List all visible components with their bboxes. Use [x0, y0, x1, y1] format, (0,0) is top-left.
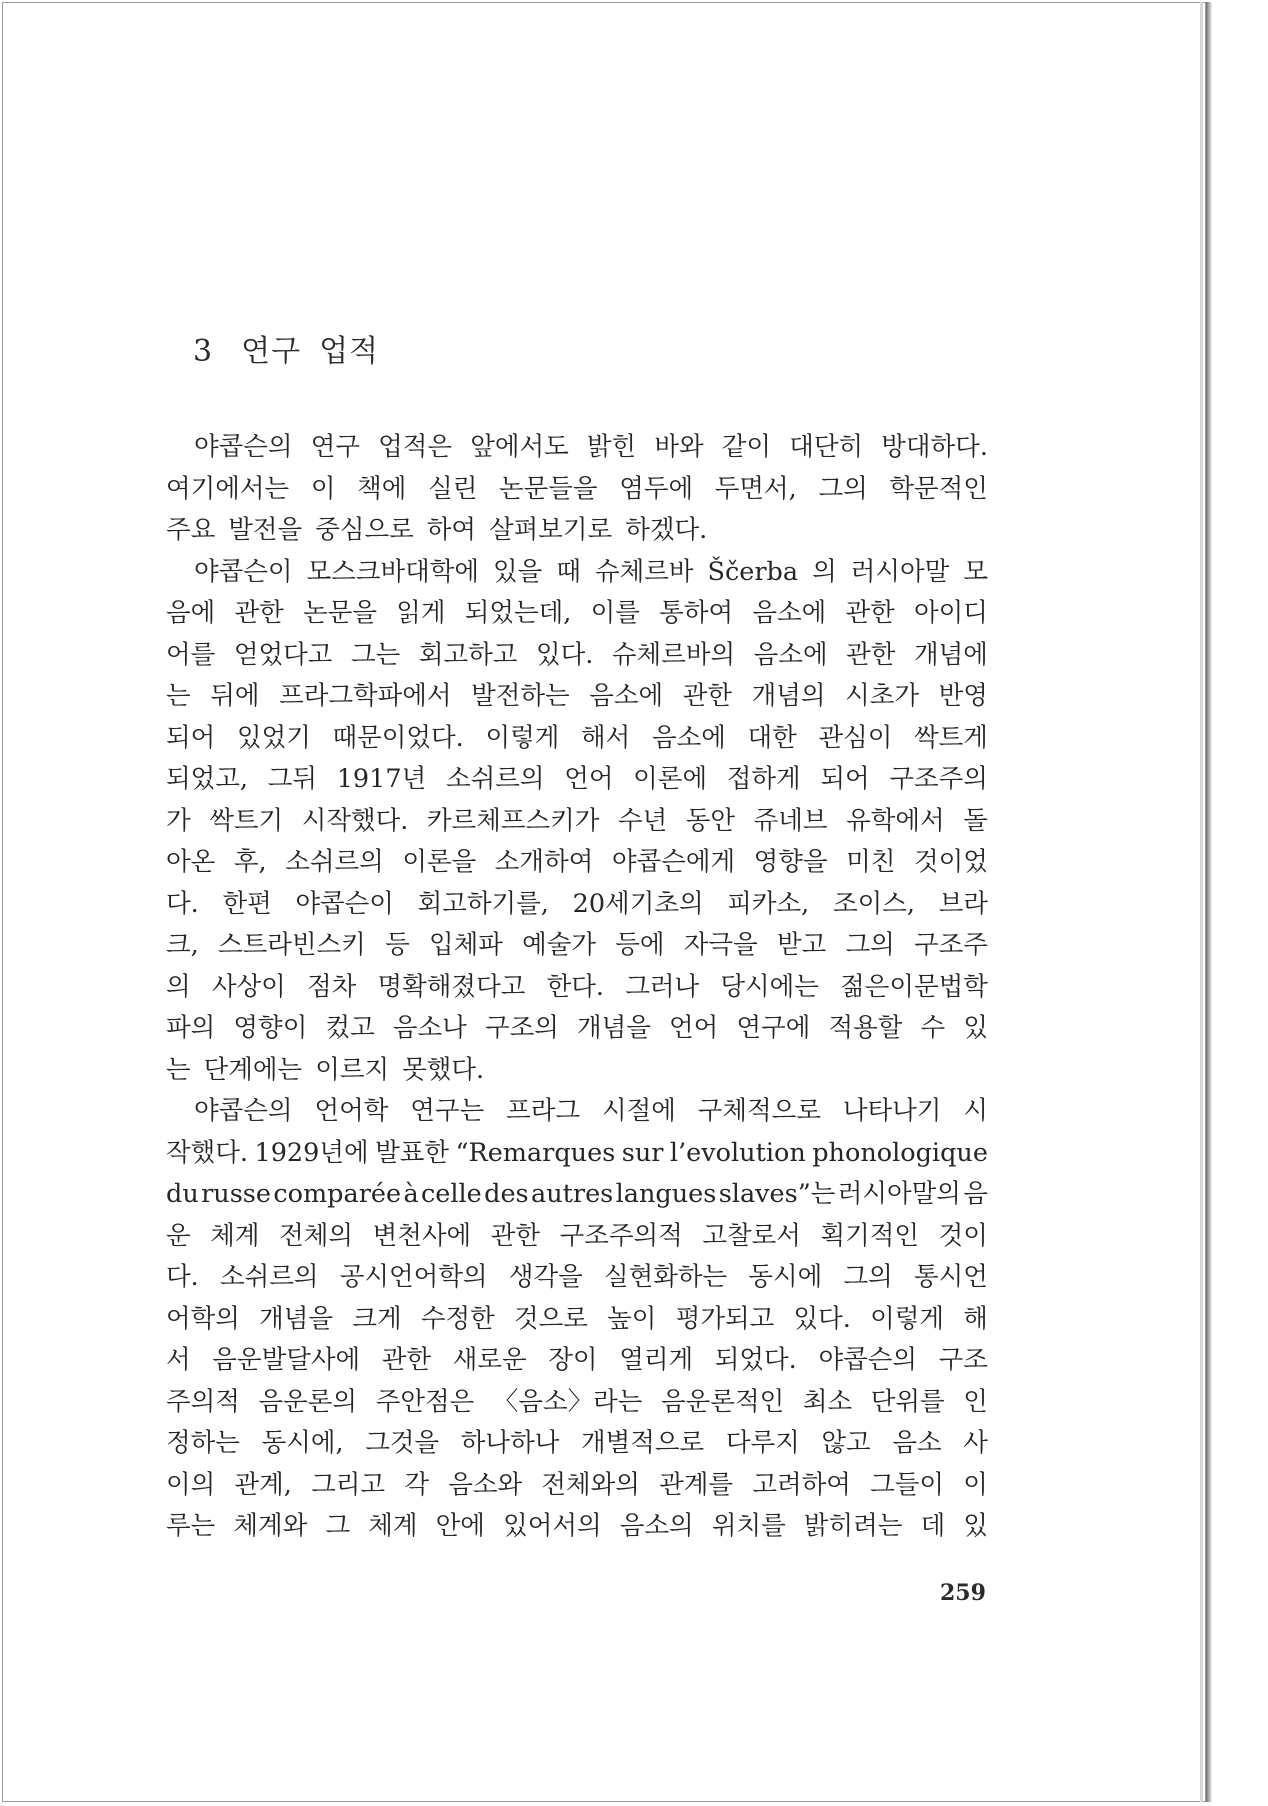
word: 것이 — [938, 1220, 988, 1251]
word: 음소와 — [448, 1469, 523, 1500]
word: 받고 — [776, 930, 827, 960]
word: 하여 — [426, 515, 477, 545]
word: 있다. — [793, 1303, 851, 1334]
word: 전체의 — [279, 1220, 354, 1251]
word: 접하게 — [726, 764, 801, 794]
word: 야콥슨의 — [194, 1096, 293, 1126]
word: 프라그 — [506, 1096, 581, 1126]
word: 얻었다고 — [233, 639, 333, 670]
word: 음운론의 — [258, 1386, 358, 1417]
word: 개별적으로 — [581, 1428, 705, 1458]
word: 것이었 — [914, 847, 988, 877]
word: 소쉬르의 — [219, 1262, 319, 1292]
section-title-word: 업적 — [319, 334, 380, 369]
word: 장이 — [548, 1345, 598, 1375]
word: 러시아말 — [850, 556, 950, 587]
word: 음에 — [166, 598, 216, 628]
text-line — [166, 1299, 988, 1341]
word: 있었기 — [236, 722, 311, 753]
word: 관한 — [845, 598, 895, 628]
word: 음운발달사에 — [212, 1345, 361, 1375]
word: 그 — [325, 1511, 351, 1541]
word: 동시에, — [261, 1428, 344, 1458]
word: 그리고 — [311, 1469, 386, 1500]
word: 이르지 — [315, 1054, 390, 1085]
word: 음 — [963, 1179, 988, 1209]
word: 그는 — [350, 639, 401, 670]
text-line — [166, 718, 988, 760]
word: 프라그학파에서 — [279, 681, 452, 711]
word: 시 — [963, 1096, 988, 1126]
text-line — [166, 842, 988, 884]
word: 야콥슨의 — [818, 1345, 917, 1375]
word: 이를 — [590, 598, 640, 628]
word: 개념을 — [259, 1303, 334, 1334]
word: 그것을 — [365, 1428, 440, 1458]
word: 모 — [963, 556, 988, 587]
word: 그들이 — [870, 1469, 945, 1500]
text-line — [166, 593, 988, 635]
word: 되었다. — [714, 1345, 797, 1375]
word: 되어 — [166, 722, 216, 753]
word: 구조주의적 — [559, 1220, 683, 1251]
word: 주요 — [166, 515, 216, 545]
word: 구체적으로 — [697, 1096, 821, 1126]
text-line — [166, 1382, 988, 1424]
word: 다. — [166, 1262, 199, 1292]
word: 야콥슨이 — [194, 556, 293, 587]
word: 회고하고 — [418, 639, 518, 670]
word: 실린 — [428, 473, 478, 504]
word: 대단히 — [789, 432, 864, 462]
word: 최소 — [802, 1386, 853, 1417]
word: 회고하기를, — [417, 888, 549, 919]
word: 등에 — [615, 930, 665, 960]
text-line — [166, 635, 988, 677]
word: 앞에서도 — [470, 432, 569, 462]
word: 시초가 — [845, 681, 920, 711]
word: 나타나기 — [842, 1096, 942, 1126]
word: 컸고 — [325, 1013, 375, 1043]
word: phonologique — [812, 1137, 988, 1168]
text-line — [166, 469, 988, 511]
word: 반영 — [938, 681, 988, 711]
word: 되었는데, — [464, 598, 572, 628]
word: 못했다. — [402, 1054, 485, 1085]
word: 고려하여 — [752, 1469, 851, 1500]
paragraph-first-line — [166, 552, 988, 594]
word: 자극을 — [683, 930, 758, 960]
word: 대한 — [747, 722, 797, 753]
word: 체계 — [368, 1511, 418, 1541]
word: 예술가 — [522, 930, 597, 960]
word: 체계와 — [233, 1511, 308, 1541]
word: 수년 — [617, 805, 668, 836]
word: 바와 — [654, 432, 704, 462]
word: 이렇게 — [870, 1303, 945, 1334]
word: 획기적인 — [820, 1220, 920, 1251]
word: 야콥슨이 — [295, 888, 394, 919]
word: 는 — [166, 681, 191, 711]
word: 브라 — [938, 888, 988, 919]
paragraph-first-line — [166, 427, 988, 469]
word: 음소에 — [589, 681, 664, 711]
paragraph-first-line — [166, 1091, 988, 1133]
word: 같이 — [721, 432, 772, 462]
word: 크, — [166, 930, 199, 960]
word: 뒤에 — [210, 681, 260, 711]
word: 언어 — [669, 1013, 719, 1043]
word: 있 — [963, 1013, 988, 1043]
word: 논문을 — [303, 598, 377, 628]
word: 주의적 — [166, 1386, 240, 1417]
word: 등 — [385, 930, 410, 960]
word: 음소의 — [619, 1511, 694, 1541]
word: russe — [201, 1179, 271, 1209]
word: 소개하여 — [494, 847, 594, 877]
word: 가 — [166, 805, 191, 836]
word: 슈체르바의 — [611, 639, 736, 670]
word: 구조 — [938, 1345, 988, 1375]
word: 조이스, — [832, 888, 915, 919]
word: 후, — [233, 847, 267, 877]
word: 평가되고 — [675, 1303, 775, 1334]
word: 있어서의 — [503, 1511, 602, 1541]
word: 음소에 — [651, 722, 726, 753]
word: 한편 — [222, 888, 272, 919]
word: 관한 — [682, 681, 733, 711]
word: 관한 — [846, 639, 896, 670]
word: 변천사에 — [372, 1220, 472, 1251]
word: 돌 — [963, 805, 988, 836]
word: 때문이었다. — [332, 722, 464, 753]
word: 1917년 — [336, 764, 427, 794]
word: 야콥슨에게 — [611, 847, 736, 877]
word: 관한 — [234, 598, 284, 628]
word: 인 — [963, 1386, 988, 1417]
word: 안에 — [435, 1511, 485, 1541]
text-line — [166, 1340, 988, 1382]
word: 밝힌 — [586, 432, 637, 462]
text-line — [166, 759, 988, 801]
word: 모스크바대학에 — [306, 556, 479, 587]
text-line — [166, 510, 988, 552]
word: 그의 — [845, 930, 895, 960]
word: 루는 — [166, 1511, 216, 1541]
word: 실현화하는 — [603, 1262, 728, 1292]
word: 동안 — [685, 805, 736, 836]
word: 공시언어학의 — [339, 1262, 488, 1292]
word: “Remarques — [455, 1137, 616, 1168]
section-number: 3 — [193, 334, 214, 369]
word: 여기에서는 — [166, 473, 290, 504]
word: 아이디 — [914, 598, 988, 628]
text-line — [166, 676, 988, 718]
word: 때 — [556, 556, 581, 587]
word: 그의 — [818, 473, 868, 504]
word: 싹트게 — [914, 722, 988, 753]
word: 소쉬르의 — [445, 764, 545, 794]
word: 단계에는 — [203, 1054, 303, 1085]
word: comparée — [273, 1179, 402, 1209]
word: 〈음소〉라는 — [492, 1386, 643, 1417]
word: 중심으로 — [315, 515, 414, 545]
word: 않고 — [821, 1428, 871, 1458]
word: langues — [615, 1179, 717, 1209]
word: 연구에 — [736, 1013, 811, 1043]
text-line — [166, 1216, 988, 1258]
word: 서 — [166, 1345, 191, 1375]
word: slaves”는 — [718, 1179, 836, 1209]
word: 다루지 — [725, 1428, 800, 1458]
word: 밝히려는 — [803, 1511, 903, 1541]
word: 연구는 — [410, 1096, 485, 1126]
word: du — [166, 1179, 199, 1209]
word: 이렇게 — [485, 722, 560, 753]
word: 관한 — [490, 1220, 541, 1251]
word: l’evolution — [669, 1137, 806, 1168]
word: 각 — [404, 1469, 429, 1500]
word: 영향을 — [753, 847, 828, 877]
word: 관계를 — [659, 1469, 734, 1500]
word: 다. — [166, 888, 199, 919]
word: 운 — [166, 1220, 191, 1251]
word: 어학의 — [166, 1303, 240, 1334]
word: autres — [531, 1179, 614, 1209]
word: 되어 — [820, 764, 870, 794]
word: 체계 — [210, 1220, 260, 1251]
word: 언어 — [564, 764, 614, 794]
word: 언어학 — [314, 1096, 389, 1126]
word: 주안점은 — [375, 1386, 475, 1417]
word: 염두에 — [619, 473, 694, 504]
word: 소쉬르의 — [285, 847, 384, 877]
word: 해서 — [581, 722, 631, 753]
word: 위치를 — [711, 1511, 786, 1541]
word: 음소에 — [753, 639, 828, 670]
word: 높이 — [607, 1303, 657, 1334]
word: 학문적인 — [889, 473, 988, 504]
word: 그의 — [843, 1262, 893, 1292]
word: 미친 — [846, 847, 896, 877]
word: 발전하는 — [471, 681, 570, 711]
word: 구조의 — [484, 1013, 559, 1043]
text-line — [166, 1257, 988, 1299]
word: 파의 — [166, 1013, 216, 1043]
word: 의 — [812, 556, 837, 587]
word: 하나하나 — [460, 1428, 560, 1458]
word: 유학에서 — [846, 805, 945, 836]
word: 읽게 — [396, 598, 446, 628]
text-line — [166, 925, 988, 967]
word: 당시에는 — [720, 971, 819, 1002]
word: 이론에 — [633, 764, 708, 794]
word: 있을 — [493, 556, 543, 587]
right-margin — [1212, 0, 1268, 1806]
word: 싹트기 — [209, 805, 284, 836]
word: 개념의 — [751, 681, 826, 711]
word: 두면서, — [714, 473, 797, 504]
word: 1929년에 — [254, 1137, 369, 1168]
word: 관심이 — [818, 722, 893, 753]
word: 개념을 — [576, 1013, 651, 1043]
word: 방대하다. — [881, 432, 988, 462]
word: 음소나 — [392, 1013, 467, 1043]
word: 는 — [166, 1054, 191, 1085]
word: 살펴보기로 — [489, 515, 613, 545]
word: Ščerba — [707, 556, 799, 587]
text-line — [166, 1423, 988, 1465]
text-line — [166, 1050, 988, 1092]
word: 생각을 — [508, 1262, 583, 1292]
word: 의 — [166, 971, 191, 1002]
word: sur — [621, 1137, 664, 1168]
section-heading — [193, 326, 397, 370]
word: 작했다. — [166, 1137, 249, 1168]
word: 고찰로서 — [702, 1220, 801, 1251]
text-line — [166, 967, 988, 1009]
word: 적용할 — [828, 1013, 903, 1043]
word: 구조주의 — [889, 764, 988, 794]
word: 피카소, — [727, 888, 810, 919]
word: 이 — [310, 473, 336, 504]
word: 사상이 — [211, 971, 286, 1002]
word: 통하여 — [659, 598, 734, 628]
word: 슈체르바 — [594, 556, 694, 587]
word: 업적은 — [378, 432, 453, 462]
word: à — [403, 1179, 419, 1209]
section-title-word: 연구 — [241, 334, 302, 369]
word: 동시에 — [748, 1262, 823, 1292]
word: celle — [421, 1179, 482, 1209]
word: 사 — [963, 1428, 988, 1458]
text-line — [166, 1174, 988, 1216]
word: 점차 — [307, 971, 357, 1002]
body-text — [166, 427, 988, 1548]
word: 열리게 — [619, 1345, 694, 1375]
word: 명확해졌다고 — [377, 971, 526, 1002]
word: 그뒤 — [267, 764, 317, 794]
word: des — [484, 1179, 529, 1209]
word: 책에 — [357, 473, 407, 504]
text-line — [166, 1133, 988, 1175]
word: 논문들을 — [499, 473, 598, 504]
word: 스트라빈스키 — [218, 930, 366, 960]
word: 통시언 — [914, 1262, 988, 1292]
word: 그러나 — [625, 971, 700, 1002]
word: 이의 — [166, 1469, 216, 1500]
word: 되었고, — [166, 764, 249, 794]
word: 개념에 — [914, 639, 988, 670]
page-number: 259 — [940, 1580, 986, 1606]
text-line — [166, 801, 988, 843]
word: 발표한 — [375, 1137, 449, 1168]
word: 이론을 — [402, 847, 477, 877]
word: 새로운 — [452, 1345, 527, 1375]
word: 수정한 — [420, 1303, 495, 1334]
word: 영향이 — [233, 1013, 308, 1043]
text-line — [166, 1506, 988, 1548]
word: 단위를 — [870, 1386, 945, 1417]
text-line — [166, 1465, 988, 1507]
word: 입체파 — [428, 930, 503, 960]
word: 어를 — [166, 639, 216, 670]
word: 정하는 — [166, 1428, 240, 1458]
word: 있다. — [535, 639, 594, 670]
word: 데 — [920, 1511, 946, 1541]
word: 연구 — [310, 432, 360, 462]
word: 20세기초의 — [572, 888, 704, 919]
text-line — [166, 1008, 988, 1050]
word: 것으로 — [514, 1303, 588, 1334]
word: 수 — [920, 1013, 946, 1043]
word: 음소 — [892, 1428, 942, 1458]
word: 발전을 — [228, 515, 303, 545]
word: 쥬네브 — [753, 805, 828, 836]
word: 아온 — [166, 847, 216, 877]
word: 있 — [963, 1511, 988, 1541]
word: 시절에 — [601, 1096, 676, 1126]
word: 전체와의 — [541, 1469, 640, 1500]
word: 젊은이문법학 — [840, 971, 988, 1002]
page-edge-shadow — [1200, 2, 1203, 1802]
word: 해 — [963, 1303, 988, 1334]
word: 이 — [963, 1469, 988, 1500]
word: 한다. — [546, 971, 604, 1002]
word: 관계, — [234, 1469, 292, 1500]
word: 음소에 — [752, 598, 827, 628]
word: 크게 — [352, 1303, 402, 1334]
word: 야콥슨의 — [194, 432, 293, 462]
word: 러시아말의 — [837, 1179, 961, 1209]
word: 관한 — [381, 1345, 432, 1375]
word: 시작했다. — [301, 805, 409, 836]
word: 카르체프스키가 — [426, 805, 600, 836]
word: 하겠다. — [625, 515, 708, 545]
word: 음운론적인 — [661, 1386, 785, 1417]
word: 구조주 — [914, 930, 988, 960]
text-line — [166, 884, 988, 926]
